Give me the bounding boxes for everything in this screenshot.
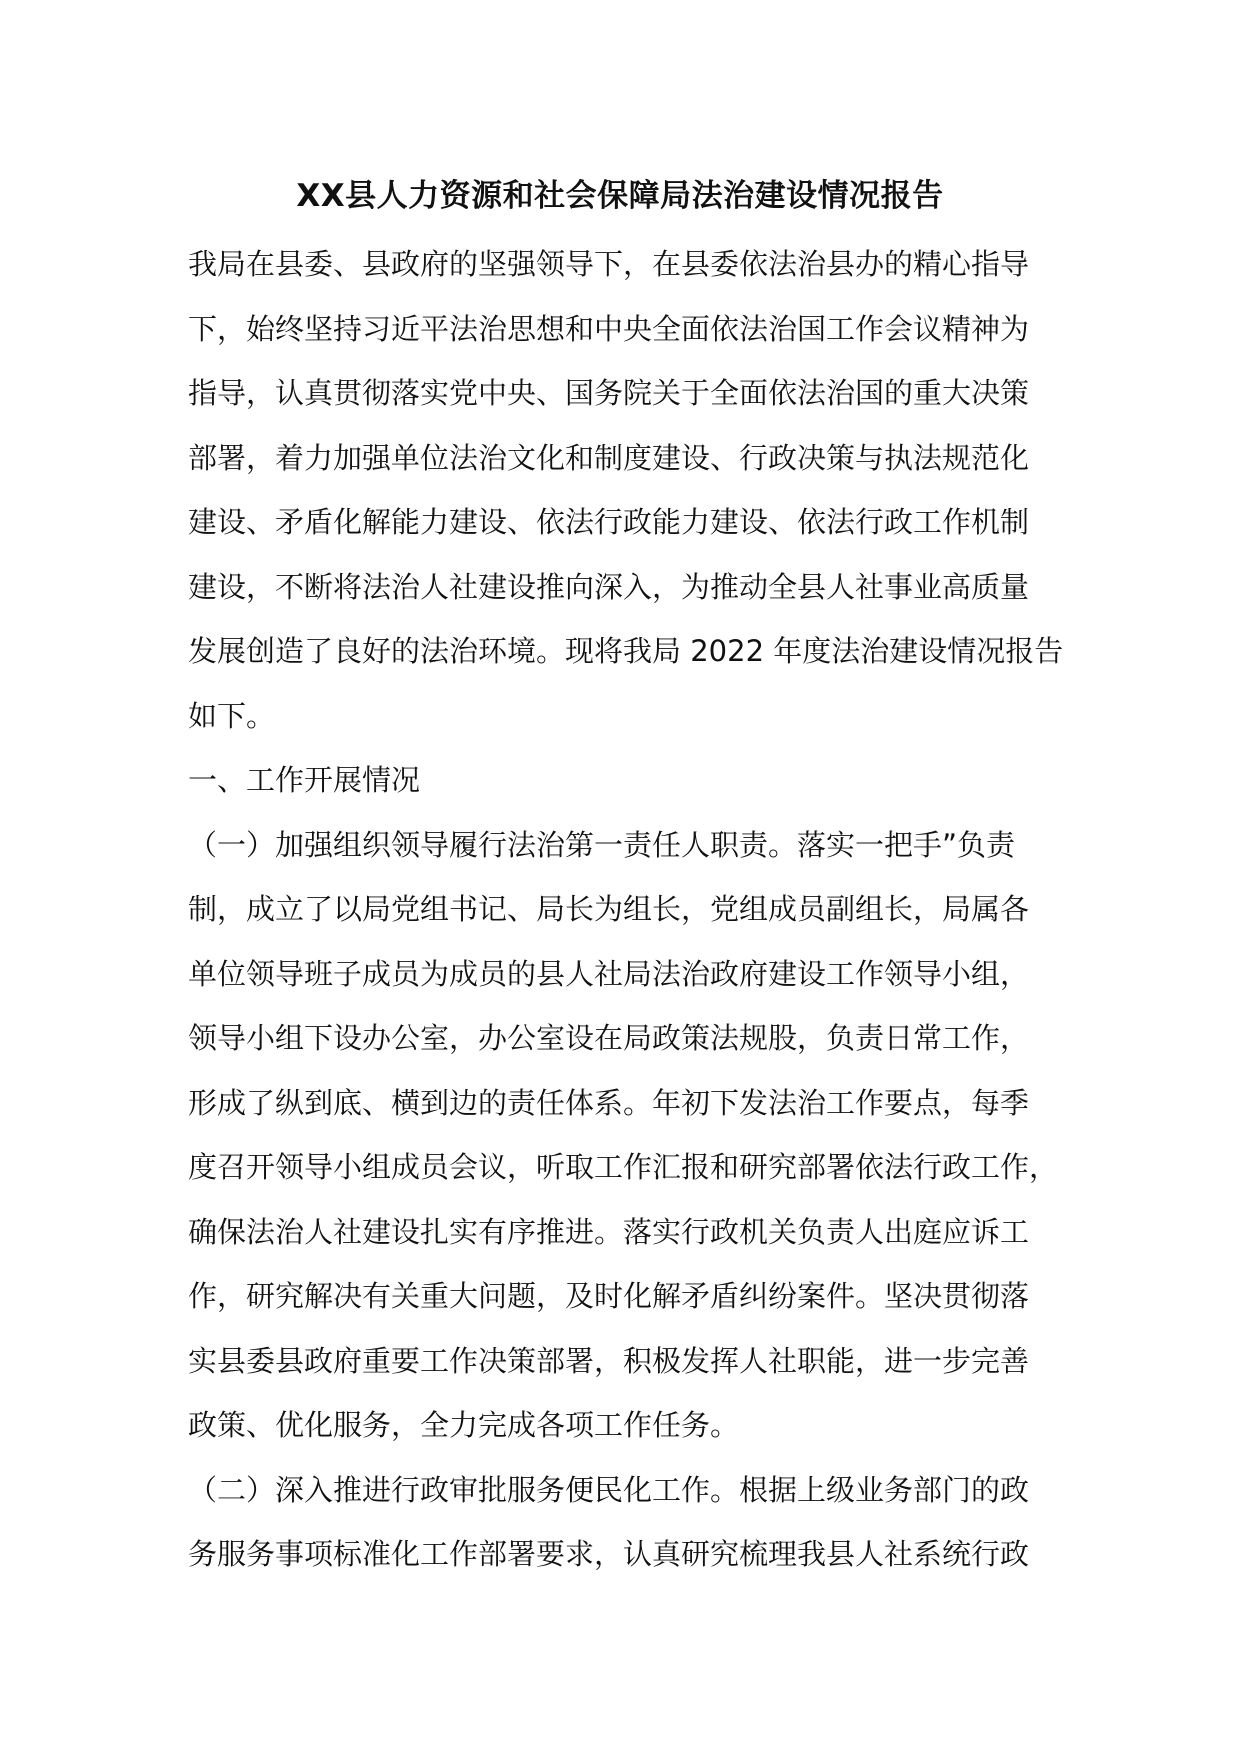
body-line: 作，研究解决有关重大问题，及时化解矛盾纠纷案件。坚决贯彻落: [188, 1279, 1030, 1313]
body-line: 发展创造了良好的法治环境。现将我局 2022 年度法治建设情况报告: [188, 634, 1064, 668]
body-line: 建设、矛盾化解能力建设、依法行政能力建设、依法行政工作机制: [188, 505, 1030, 539]
body-line: 指导，认真贯彻落实党中央、国务院关于全面依法治国的重大决策: [188, 376, 1030, 410]
body-line: （二）深入推进行政审批服务便民化工作。根据上级业务部门的政: [188, 1472, 1030, 1507]
body-line: 务服务事项标准化工作部署要求，认真研究梳理我县人社系统行政: [188, 1537, 1030, 1571]
body-line: 制，成立了以局党组书记、局长为组长，党组成员副组长，局属各: [188, 892, 1030, 926]
body-line: 建设，不断将法治人社建设推向深入，为推动全县人社事业高质量: [188, 569, 1030, 604]
body-line: 我局在县委、县政府的坚强领导下，在县委依法治县办的精心指导: [188, 247, 1030, 281]
body-line: 确保法治人社建设扎实有序推进。落实行政机关负责人出庭应诉工: [188, 1214, 1030, 1249]
body-line: 政策、优化服务，全力完成各项工作任务。: [188, 1408, 740, 1442]
document-title: XX县人力资源和社会保障局法治建设情况报告: [296, 178, 944, 214]
body-line: 下，始终坚持习近平法治思想和中央全面依法治国工作会议精神为: [188, 311, 1030, 346]
body-line: 领导小组下设办公室，办公室设在局政策法规股，负责日常工作，: [188, 1021, 1030, 1055]
document-body: [188, 232, 1088, 1587]
body-line: 如下。: [188, 698, 276, 733]
body-line: 度召开领导小组成员会议，听取工作汇报和研究部署依法行政工作，: [188, 1150, 1059, 1184]
body-line: 部署，着力加强单位法治文化和制度建设、行政决策与执法规范化: [188, 440, 1030, 475]
section-heading: 一、工作开展情况: [188, 763, 421, 797]
body-line: （一）加强组织领导履行法治第一责任人职责。落实一把手”负责: [188, 827, 1016, 862]
body-line: 单位领导班子成员为成员的县人社局法治政府建设工作领导小组，: [188, 956, 1030, 991]
body-line: 实县委县政府重要工作决策部署，积极发挥人社职能，进一步完善: [188, 1343, 1030, 1378]
body-line: 形成了纵到底、横到边的责任体系。年初下发法治工作要点，每季: [188, 1085, 1030, 1120]
